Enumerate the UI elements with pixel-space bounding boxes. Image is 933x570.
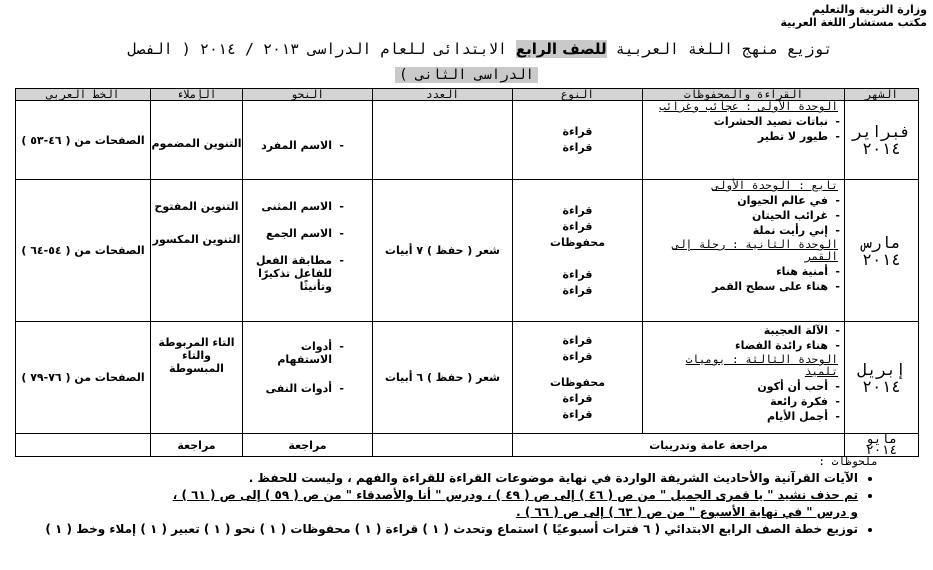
count-cell: شعر ( حفظ ) ٦ أبيات xyxy=(373,322,513,434)
type-cell xyxy=(513,101,643,180)
grammar-item: - الاسم الجمع xyxy=(247,227,332,240)
handwriting-cell: الصفحات من ( ٥٤-٦٤ ) xyxy=(16,180,151,322)
count-cell: شعر ( حفظ ) ٧ أبيات xyxy=(373,180,513,322)
month-cell xyxy=(845,180,919,322)
dictation-cell xyxy=(151,180,243,322)
month-year: ٢٠١٤ xyxy=(862,376,901,396)
month-cell xyxy=(845,101,919,180)
lesson-item: - في عالم الحيوان xyxy=(647,194,828,207)
type-item: قراءة xyxy=(562,391,593,405)
col-month: الشهر xyxy=(845,89,919,101)
lesson-item: - هناء رائدة الفضاء xyxy=(647,339,828,352)
grammar-item: - أدوات الاستفهام xyxy=(247,340,332,366)
office-name: مكتب مستشار اللغة العربية xyxy=(780,16,927,29)
count-cell xyxy=(373,101,513,180)
col-grammar: النحو xyxy=(243,89,373,101)
type-item: قراءة xyxy=(562,267,593,281)
curriculum-table xyxy=(15,88,919,457)
month-name: مايو xyxy=(865,432,898,447)
month-name: إبريل xyxy=(857,359,906,379)
ministry-header xyxy=(727,3,927,29)
type-item: قراءة xyxy=(562,219,593,233)
handwriting-cell: الصفحات من ( ٧٦-٧٩ ) xyxy=(16,322,151,434)
type-item: قراءة xyxy=(562,203,593,217)
table-header-row xyxy=(16,89,919,101)
note-item: و درس " في نهاية الأسبوع " من ص ( ٦٣ ) إلى ص ( ٦٦ ) . xyxy=(516,505,858,519)
col-dictation: الإملاء xyxy=(151,89,243,101)
type-item: قراءة xyxy=(562,333,593,347)
lesson-item: - هناء على سطح القمر xyxy=(647,280,828,293)
month-year: ٢٠١٤ xyxy=(862,249,901,269)
title-grade: للصف الرابع xyxy=(515,40,607,58)
unit-title: الوحدة الثالثة : يوميات تلميذ xyxy=(685,353,838,378)
type-item: محفوظات xyxy=(549,235,606,249)
notes-section xyxy=(15,455,918,538)
lesson-item: - طيور لا تطير xyxy=(647,130,828,143)
unit-title: الوحدة الأولى : عجائب وغرائب xyxy=(659,100,838,113)
type-item: قراءة xyxy=(562,141,593,154)
reading-cell xyxy=(643,322,845,434)
title-line2: الدراسى الثانى ) xyxy=(395,67,538,83)
col-count: العدد xyxy=(373,89,513,101)
lesson-item: - الآلة العجيبة xyxy=(647,324,828,337)
lesson-item: - أحب أن أكون xyxy=(647,380,828,393)
note-item: • تم حذف نشيد " يا قمرى الجميل " من ص ( ٤٦ ) إلى ص ( ٤٩ ) ، ودرس " أنا والأصدقاء " من ص ( ٥٩ ) إلى ص ( ٦١ ) ، xyxy=(15,487,858,504)
handwriting-cell: الصفحات من ( ٤٦-٥٣ ) xyxy=(16,101,151,180)
month-year: ٢٠١٤ xyxy=(865,443,898,458)
col-type: النوع xyxy=(513,89,643,101)
grammar-cell xyxy=(243,101,373,180)
notes-heading: ملحوظات : xyxy=(818,455,878,468)
unit-title: تابع : الوحدة الأولى xyxy=(712,179,838,192)
grammar-cell: مراجعة xyxy=(243,434,373,457)
dictation-item: التنوين المفتوح xyxy=(154,200,239,213)
type-item: قراءة xyxy=(562,349,593,363)
handwriting-cell xyxy=(16,434,151,457)
reading-cell xyxy=(643,180,845,322)
type-item: قراءة xyxy=(562,407,593,421)
lesson-item: - غرائب الحيتان xyxy=(647,209,828,222)
dictation-cell xyxy=(151,322,243,434)
lesson-item: - أمنية هناء xyxy=(647,265,828,278)
title-part1: توزيع منهج اللغة العربية xyxy=(615,40,833,58)
grammar-cell xyxy=(243,180,373,322)
title-part3: الابتدائى للعام الدراسى ٢٠١٣ / ٢٠١٤ ( الفصل xyxy=(127,40,507,58)
month-name: فبراير xyxy=(852,122,911,141)
col-handwriting: الخط العربى xyxy=(16,89,151,101)
unit-title: الوحدة الثانية : رحلة إلى القمر xyxy=(672,238,838,263)
month-year: ٢٠١٤ xyxy=(862,139,901,158)
reading-cell xyxy=(643,101,845,180)
review-cell: مراجعة عامة وتدريبات xyxy=(513,434,845,457)
table-row xyxy=(16,322,919,434)
grammar-item: - مطابقة الفعل للفاعل تذكيرًا وتأنيثًا xyxy=(247,254,332,293)
month-name: مارس xyxy=(862,232,901,252)
type-cell xyxy=(513,322,643,434)
type-item: قراءة xyxy=(562,283,593,297)
lesson-item: - نباتات تصيد الحشرات xyxy=(647,115,828,128)
note-item: • توزيع خطة الصف الرابع الابتدائي ( ٦ فترات أسبوعيًا ) استماع وتحدث ( ١ ) قراءة ( ١ ) محفوظات ( ١ ) نحو ( ١ ) تعبير ( ١ ) إملاء وخط ( ١ ) xyxy=(15,521,858,538)
document-subtitle xyxy=(0,67,933,83)
count-cell xyxy=(373,434,513,457)
col-reading: القراءة والمحفوظات xyxy=(643,89,845,101)
dictation-item: التاء المربوطة والتاء المبسوطة xyxy=(158,336,235,375)
lesson-item: - إني رأيت نملة xyxy=(647,224,828,237)
grammar-item: - الاسم المفرد xyxy=(247,139,332,152)
grammar-cell xyxy=(243,322,373,434)
grammar-item: - أدوات النفى xyxy=(247,382,332,395)
lesson-item: - أجمل الأيام xyxy=(647,410,828,423)
type-item: محفوظات xyxy=(549,375,606,389)
note-item: • الآيات القرآنية والأحاديث الشريفة الواردة في نهاية موضوعات القراءة للقراءة والفهم ، وليست للحفظ . xyxy=(15,470,858,487)
table-row xyxy=(16,180,919,322)
dictation-cell xyxy=(151,101,243,180)
month-cell xyxy=(845,434,919,457)
dictation-cell: مراجعة xyxy=(151,434,243,457)
dictation-item: التنوين المكسور xyxy=(152,233,241,246)
type-item: قراءة xyxy=(562,125,593,138)
table-row xyxy=(16,101,919,180)
type-cell xyxy=(513,180,643,322)
document-title xyxy=(30,40,930,58)
dictation-item: التنوين المضموم xyxy=(151,137,242,150)
table-row xyxy=(16,434,919,457)
ministry-name: وزارة التربية والتعليم xyxy=(812,3,927,16)
grammar-item: - الاسم المثنى xyxy=(247,200,332,213)
lesson-item: - فكرة رائعة xyxy=(647,395,828,408)
month-cell xyxy=(845,322,919,434)
